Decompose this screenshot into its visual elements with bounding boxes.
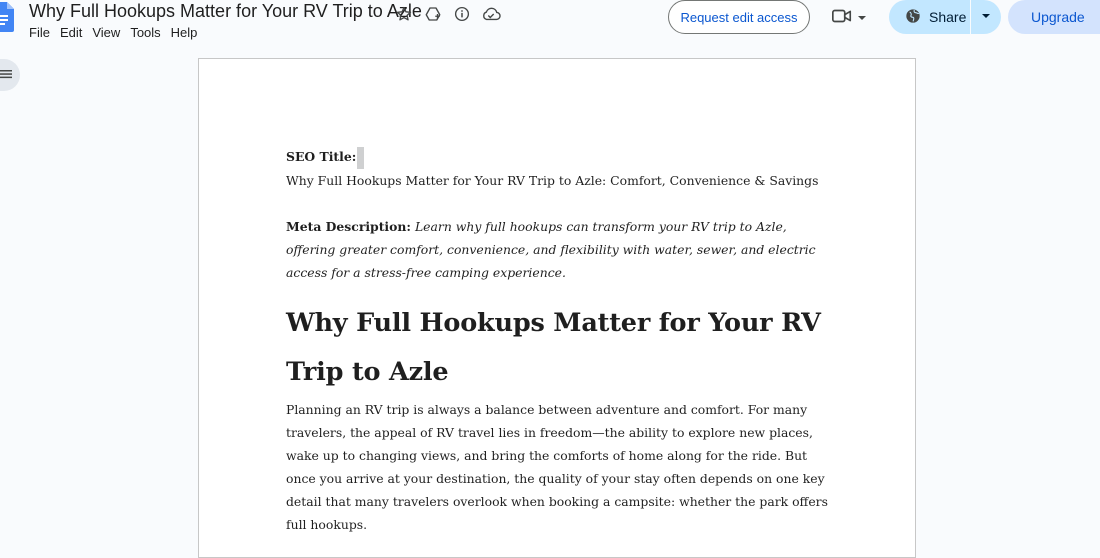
cloud-status-icon[interactable] [481, 4, 501, 24]
share-label: Share [929, 9, 967, 25]
star-icon[interactable] [394, 4, 414, 24]
menu-bar [29, 24, 207, 41]
document-page[interactable] [198, 58, 916, 558]
outline-toggle-button[interactable] [0, 59, 20, 91]
text-cursor [357, 147, 364, 169]
seo-title-line [286, 145, 831, 169]
body-paragraph: Planning an RV trip is always a balance between adventure and comfort. For many travelers, the appeal of RV travel lies in freedom—the ability to explore new places, wake up to changing views, and bring the comforts of home along for the ride. But once you arrive at your destination, the quality of your stay often depends on one key detail that many travelers overlook when booking a campsite: whether the park offers full hookups. [286, 401, 828, 532]
share-button-group [889, 0, 1001, 34]
upgrade-button[interactable]: Upgrade [1008, 0, 1100, 34]
globe-icon [905, 8, 921, 27]
menu-edit[interactable]: Edit [59, 25, 83, 40]
chevron-down-icon [981, 8, 991, 26]
menu-help[interactable]: Help [170, 25, 198, 40]
seo-title-text: Why Full Hookups Matter for Your RV Trip to Azle: Comfort, Convenience & Savings [286, 172, 819, 188]
meta-description [286, 215, 831, 284]
document-title[interactable]: Why Full Hookups Matter for Your RV Trip to Azle [29, 1, 422, 21]
chevron-down-icon [857, 10, 867, 28]
share-dropdown-button[interactable] [971, 0, 1001, 34]
menu-view[interactable]: View [92, 25, 121, 40]
docs-logo-icon[interactable] [0, 2, 14, 32]
menu-tools[interactable]: Tools [130, 25, 161, 40]
menu-file[interactable]: File [29, 25, 50, 40]
meta-description-label: Meta Description: [286, 218, 411, 234]
move-to-drive-icon[interactable] [423, 4, 443, 24]
meet-button[interactable] [831, 6, 867, 31]
outline-icon [0, 66, 12, 84]
meta-description-text: Learn why full hookups can transform your RV trip to Azle, offering greater comfort, convenience, and flexibility with water, sewer, and electric access for a stress-free camping experience. [286, 218, 816, 280]
share-button[interactable] [889, 0, 971, 34]
info-icon[interactable] [452, 4, 472, 24]
request-edit-access-button[interactable]: Request edit access [668, 0, 810, 34]
title-actions [394, 4, 501, 24]
document-content[interactable] [286, 145, 831, 536]
seo-title-label: SEO Title: [286, 149, 357, 164]
meet-camera-icon [831, 6, 853, 31]
document-heading: Why Full Hookups Matter for Your RV Trip to Azle [286, 307, 821, 387]
